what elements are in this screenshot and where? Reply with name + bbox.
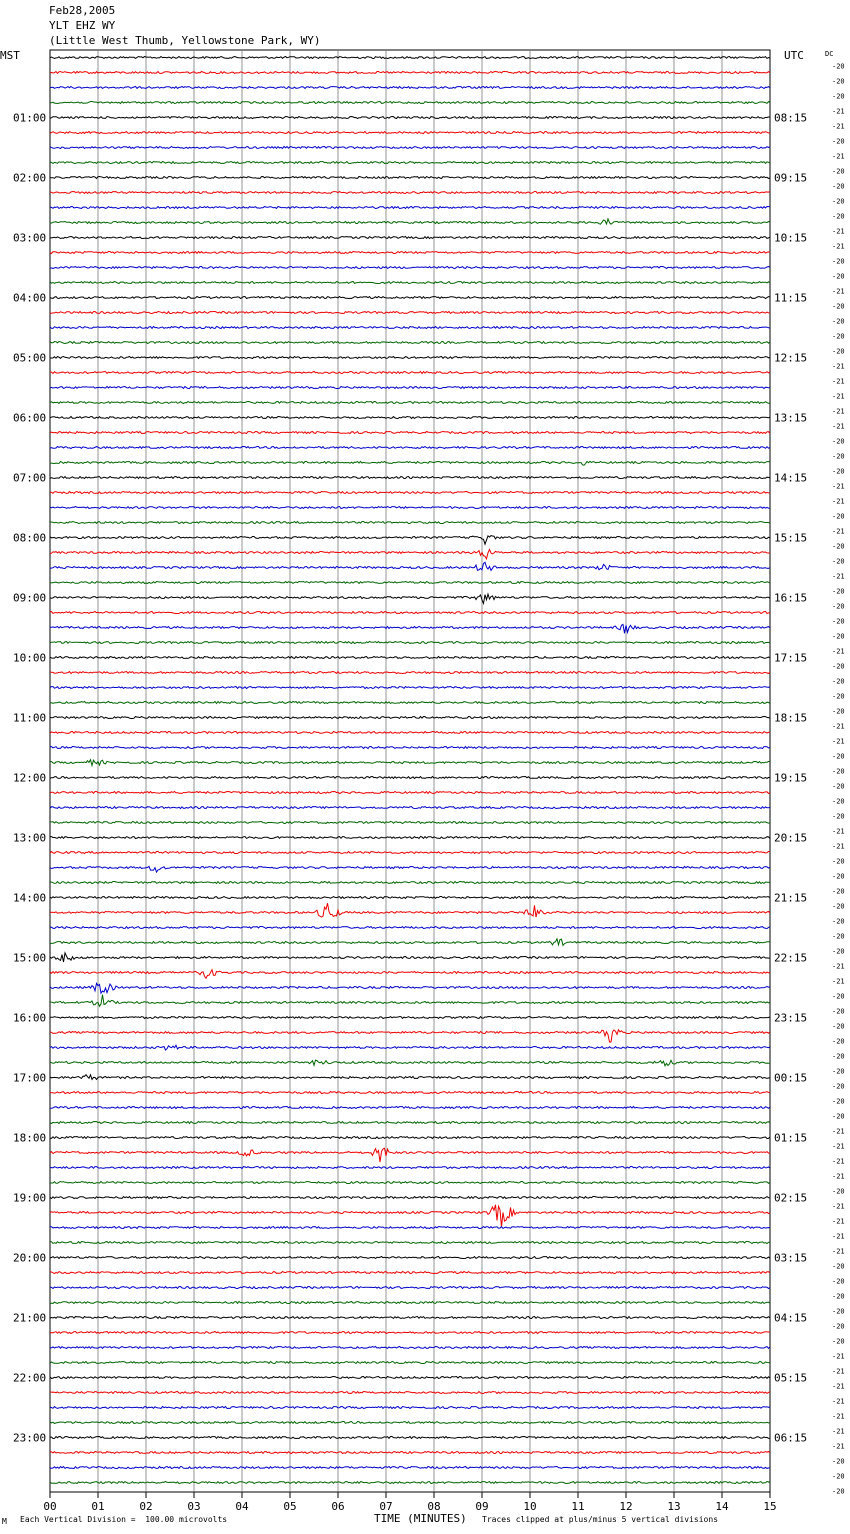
trace-offset-label: -20 [832,1322,845,1331]
seismic-trace [50,417,770,419]
seismic-trace [50,1362,770,1364]
mst-hour-label: 22:00 [13,1371,47,1385]
seismic-trace [50,357,770,359]
seismic-trace [50,1467,770,1469]
seismic-trace [50,1287,770,1289]
seismic-trace [50,1272,770,1274]
x-tick-label: 00 [43,1500,57,1513]
utc-hour-label: 16:15 [774,591,808,605]
trace-offset-label: -20 [832,197,845,206]
trace-offset-label: -21 [832,1352,845,1361]
seismic-trace [50,402,770,404]
trace-offset-label: -21 [832,1172,845,1181]
mst-hour-label: 03:00 [13,231,47,245]
trace-offset-label: -20 [832,437,845,446]
utc-hour-label: 00:15 [774,1071,808,1085]
seismic-trace [50,953,770,962]
seismic-trace [50,1017,770,1019]
trace-offset-label: -21 [832,377,845,386]
seismic-trace [50,1257,770,1259]
seismic-trace [50,747,770,749]
seismic-trace [50,297,770,299]
trace-offset-label: -20 [832,902,845,911]
x-tick-label: 01 [91,1500,105,1513]
seismic-trace [50,147,770,149]
seismic-trace [50,792,770,794]
mst-hour-label: 04:00 [13,291,47,305]
trace-offset-label: -20 [832,92,845,101]
seismic-trace [50,1167,770,1169]
seismic-trace [50,1205,770,1227]
x-tick-label: 03 [187,1500,201,1513]
utc-hour-label: 21:15 [774,891,808,905]
seismic-trace [50,717,770,719]
trace-offset-label: -21 [832,287,845,296]
seismic-trace [50,252,770,254]
station-id: YLT EHZ WY [49,19,116,32]
utc-hour-label: 13:15 [774,411,808,425]
seismic-trace [50,777,770,779]
mst-hour-label: 16:00 [13,1011,47,1025]
mst-hour-label: 17:00 [13,1071,47,1085]
seismic-trace [50,624,770,633]
trace-offset-label: -21 [832,152,845,161]
utc-hour-label: 09:15 [774,171,808,185]
seismic-trace [50,192,770,194]
mst-hour-label: 21:00 [13,1311,47,1325]
clip-note: Traces clipped at plus/minus 5 vertical divisions [482,1515,719,1524]
seismic-trace [50,207,770,209]
utc-hour-label: 12:15 [774,351,808,365]
trace-offset-label: -20 [832,347,845,356]
seismic-trace [50,582,770,584]
trace-offset-label: -20 [832,77,845,86]
mst-hour-label: 15:00 [13,951,47,965]
trace-offset-label: -21 [832,827,845,836]
trace-offset-label: -21 [832,572,845,581]
seismic-trace [50,267,770,269]
trace-offset-label: -21 [832,722,845,731]
trace-offset-label: -20 [832,1007,845,1016]
mst-label: MST [0,49,20,62]
station-location: (Little West Thumb, Yellowstone Park, WY) [49,34,321,47]
seismic-trace [50,562,770,570]
seismic-trace [50,687,770,689]
trace-offset-label: -20 [832,1337,845,1346]
trace-offset-label: -20 [832,257,845,266]
seismic-trace [50,1407,770,1409]
seismic-trace [50,1422,770,1424]
utc-hour-label: 15:15 [774,531,808,545]
seismic-trace [50,1227,770,1229]
seismic-trace [50,237,770,239]
corner-mark: M [2,1517,7,1526]
trace-offset-label: -20 [832,1082,845,1091]
seismic-trace [50,1302,770,1304]
x-tick-label: 11 [571,1500,585,1513]
x-tick-label: 05 [283,1500,297,1513]
mst-hour-label: 14:00 [13,891,47,905]
seismic-trace [50,672,770,674]
trace-offset-label: -21 [832,527,845,536]
trace-offset-label: -20 [832,1052,845,1061]
utc-hour-label: 18:15 [774,711,808,725]
trace-offset-label: -20 [832,1187,845,1196]
seismic-trace [50,970,770,979]
trace-offset-label: -20 [832,182,845,191]
seismic-trace [50,1317,770,1319]
mst-hour-label: 10:00 [13,651,47,665]
seismic-trace [50,312,770,314]
trace-offset-label: -20 [832,1292,845,1301]
trace-offset-label: -21 [832,122,845,131]
seismic-trace [50,903,770,917]
seismic-trace [50,642,770,644]
utc-label: UTC [784,49,804,62]
x-tick-label: 12 [619,1500,633,1513]
x-tick-label: 13 [667,1500,681,1513]
trace-offset-label: -21 [832,1427,845,1436]
seismic-trace [50,983,770,993]
trace-offset-label: -21 [832,1142,845,1151]
trace-offset-label: -20 [832,632,845,641]
trace-offset-label: -20 [832,1097,845,1106]
trace-offset-label: -20 [832,1067,845,1076]
seismic-trace [50,612,770,614]
seismic-trace [50,492,770,494]
utc-hour-label: 22:15 [774,951,808,965]
trace-offset-label: -21 [832,962,845,971]
trace-offset-label: -20 [832,1262,845,1271]
seismic-trace [50,702,770,704]
trace-offset-label: -20 [832,1037,845,1046]
x-tick-label: 02 [139,1500,153,1513]
seismic-trace [50,1060,770,1066]
mst-hour-label: 12:00 [13,771,47,785]
trace-offset-label: -20 [832,947,845,956]
trace-offset-label: -20 [832,767,845,776]
trace-offset-label: -20 [832,1457,845,1466]
trace-offset-label: -20 [832,452,845,461]
seismic-trace [50,1122,770,1124]
trace-offset-label: -20 [832,782,845,791]
trace-offset-label: -21 [832,497,845,506]
seismic-trace [50,282,770,284]
seismic-trace [50,594,770,603]
seismic-trace [50,507,770,509]
seismic-trace [50,1392,770,1394]
seismic-trace [50,1107,770,1109]
seismic-trace [50,1482,770,1484]
seismic-trace [50,536,770,545]
seismic-trace [50,1242,770,1244]
trace-offset-label: -21 [832,1382,845,1391]
x-tick-label: 07 [379,1500,393,1513]
seismic-trace [50,1045,770,1050]
chart-date: Feb28,2005 [49,4,116,17]
trace-offset-label: -20 [832,752,845,761]
trace-offset-label: -20 [832,587,845,596]
seismic-trace [50,550,770,559]
trace-offset-label: -20 [832,212,845,221]
x-tick-label: 06 [331,1500,345,1513]
trace-offset-label: -20 [832,167,845,176]
seismic-trace [50,1137,770,1139]
seismic-trace [50,882,770,884]
seismic-trace [50,866,770,872]
mst-hour-label: 01:00 [13,111,47,125]
seismic-trace [50,342,770,344]
utc-hour-label: 06:15 [774,1431,808,1445]
utc-hour-label: 04:15 [774,1311,808,1325]
trace-offset-label: -20 [832,812,845,821]
trace-offset-label: -21 [832,1397,845,1406]
seismic-trace [50,837,770,839]
mst-hour-label: 11:00 [13,711,47,725]
trace-offset-label: -21 [832,1247,845,1256]
trace-offset-label: -20 [832,1472,845,1481]
utc-hour-label: 01:15 [774,1131,808,1145]
trace-offset-label: -21 [832,422,845,431]
trace-offset-label: -20 [832,797,845,806]
trace-offset-label: -21 [832,647,845,656]
mst-hour-label: 05:00 [13,351,47,365]
seismic-trace [50,219,770,224]
mst-hour-label: 18:00 [13,1131,47,1145]
mst-hour-label: 20:00 [13,1251,47,1265]
trace-offset-label: -21 [832,242,845,251]
trace-offset-label: -20 [832,602,845,611]
trace-offset-label: -21 [832,977,845,986]
seismic-trace [50,72,770,74]
seismic-trace [50,1197,770,1199]
trace-offset-label: -20 [832,917,845,926]
seismic-trace [50,57,770,59]
trace-offset-label: -20 [832,542,845,551]
seismic-trace [50,1437,770,1439]
trace-offset-label: -20 [832,1307,845,1316]
x-axis-title: TIME (MINUTES) [374,1512,467,1525]
seismic-trace [50,657,770,659]
trace-offset-label: -21 [832,482,845,491]
seismic-trace [50,432,770,434]
mst-hour-label: 23:00 [13,1431,47,1445]
x-tick-label: 09 [475,1500,489,1513]
trace-offset-label: -20 [832,1487,845,1496]
seismic-trace [50,897,770,899]
seismic-trace [50,1182,770,1184]
seismic-trace [50,1092,770,1094]
trace-offset-label: -20 [832,1277,845,1286]
seismic-trace [50,760,770,766]
seismic-trace [50,1347,770,1349]
trace-offset-label: -20 [832,302,845,311]
seismic-trace [50,162,770,164]
scale-note: Each Vertical Division = 100.00 microvolts [20,1515,228,1524]
mst-hour-label: 13:00 [13,831,47,845]
seismic-trace [50,1452,770,1454]
trace-offset-label: -21 [832,1367,845,1376]
x-tick-label: 14 [715,1500,729,1513]
utc-hour-label: 17:15 [774,651,808,665]
utc-hour-label: 19:15 [774,771,808,785]
seismic-trace [50,995,770,1007]
x-tick-label: 15 [763,1500,777,1513]
trace-offset-label: -20 [832,62,845,71]
seismic-trace [50,461,770,465]
mst-hour-label: 09:00 [13,591,47,605]
seismic-trace [50,852,770,854]
utc-hour-label: 20:15 [774,831,808,845]
seismic-trace [50,477,770,479]
trace-offset-label: -20 [832,857,845,866]
trace-offset-label: -21 [832,392,845,401]
trace-offset-label: -20 [832,677,845,686]
trace-offset-label: -20 [832,512,845,521]
x-tick-label: 04 [235,1500,249,1513]
utc-hour-label: 08:15 [774,111,808,125]
utc-hour-label: 23:15 [774,1011,808,1025]
trace-offset-label: -21 [832,1127,845,1136]
trace-offset-label: -21 [832,1202,845,1211]
x-tick-label: 08 [427,1500,441,1513]
seismic-trace [50,1332,770,1334]
trace-offset-label: -21 [832,107,845,116]
seismic-trace [50,732,770,734]
trace-offset-label: -21 [832,1412,845,1421]
trace-offset-label: -20 [832,272,845,281]
trace-offset-label: -20 [832,992,845,1001]
seismic-trace [50,1075,770,1080]
trace-offset-label: -20 [832,467,845,476]
mst-hour-label: 19:00 [13,1191,47,1205]
trace-offset-label: -21 [832,1217,845,1226]
seismic-trace [50,102,770,104]
seismic-trace [50,87,770,89]
utc-hour-label: 14:15 [774,471,808,485]
seismic-trace [50,1377,770,1379]
trace-offset-label: -21 [832,227,845,236]
mst-hour-label: 07:00 [13,471,47,485]
trace-offset-label: -21 [832,1232,845,1241]
mst-hour-label: 02:00 [13,171,47,185]
trace-offset-label: -20 [832,692,845,701]
seismic-trace [50,927,770,929]
mst-hour-label: 08:00 [13,531,47,545]
seismic-trace [50,372,770,374]
seismic-trace [50,1030,770,1042]
trace-offset-label: -21 [832,407,845,416]
trace-offset-label: -20 [832,1112,845,1121]
seismic-trace [50,327,770,329]
trace-offset-label: -20 [832,332,845,341]
x-tick-label: 10 [523,1500,537,1513]
trace-offset-label: -21 [832,737,845,746]
utc-hour-label: 02:15 [774,1191,808,1205]
utc-hour-label: 05:15 [774,1371,808,1385]
seismic-trace [50,822,770,824]
seismic-trace [50,1148,770,1162]
seismic-trace [50,117,770,119]
seismic-trace [50,387,770,389]
utc-hour-label: 11:15 [774,291,808,305]
dc-label: DC [825,50,834,58]
trace-offset-label: -20 [832,137,845,146]
trace-offset-label: -21 [832,362,845,371]
trace-offset-label: -20 [832,1022,845,1031]
trace-offset-label: -20 [832,317,845,326]
utc-hour-label: 10:15 [774,231,808,245]
trace-offset-label: -20 [832,707,845,716]
trace-offset-label: -20 [832,662,845,671]
trace-offset-label: -20 [832,932,845,941]
trace-offset-label: -20 [832,617,845,626]
seismic-trace [50,522,770,524]
trace-offset-label: -21 [832,842,845,851]
trace-offset-label: -20 [832,887,845,896]
trace-offset-label: -21 [832,1157,845,1166]
trace-offset-label: -20 [832,557,845,566]
seismic-trace [50,807,770,809]
trace-offset-label: -20 [832,872,845,881]
seismic-trace [50,939,770,946]
trace-offset-label: -21 [832,1442,845,1451]
seismic-trace [50,177,770,179]
utc-hour-label: 03:15 [774,1251,808,1265]
seismic-trace [50,447,770,449]
mst-hour-label: 06:00 [13,411,47,425]
seismic-trace [50,132,770,134]
